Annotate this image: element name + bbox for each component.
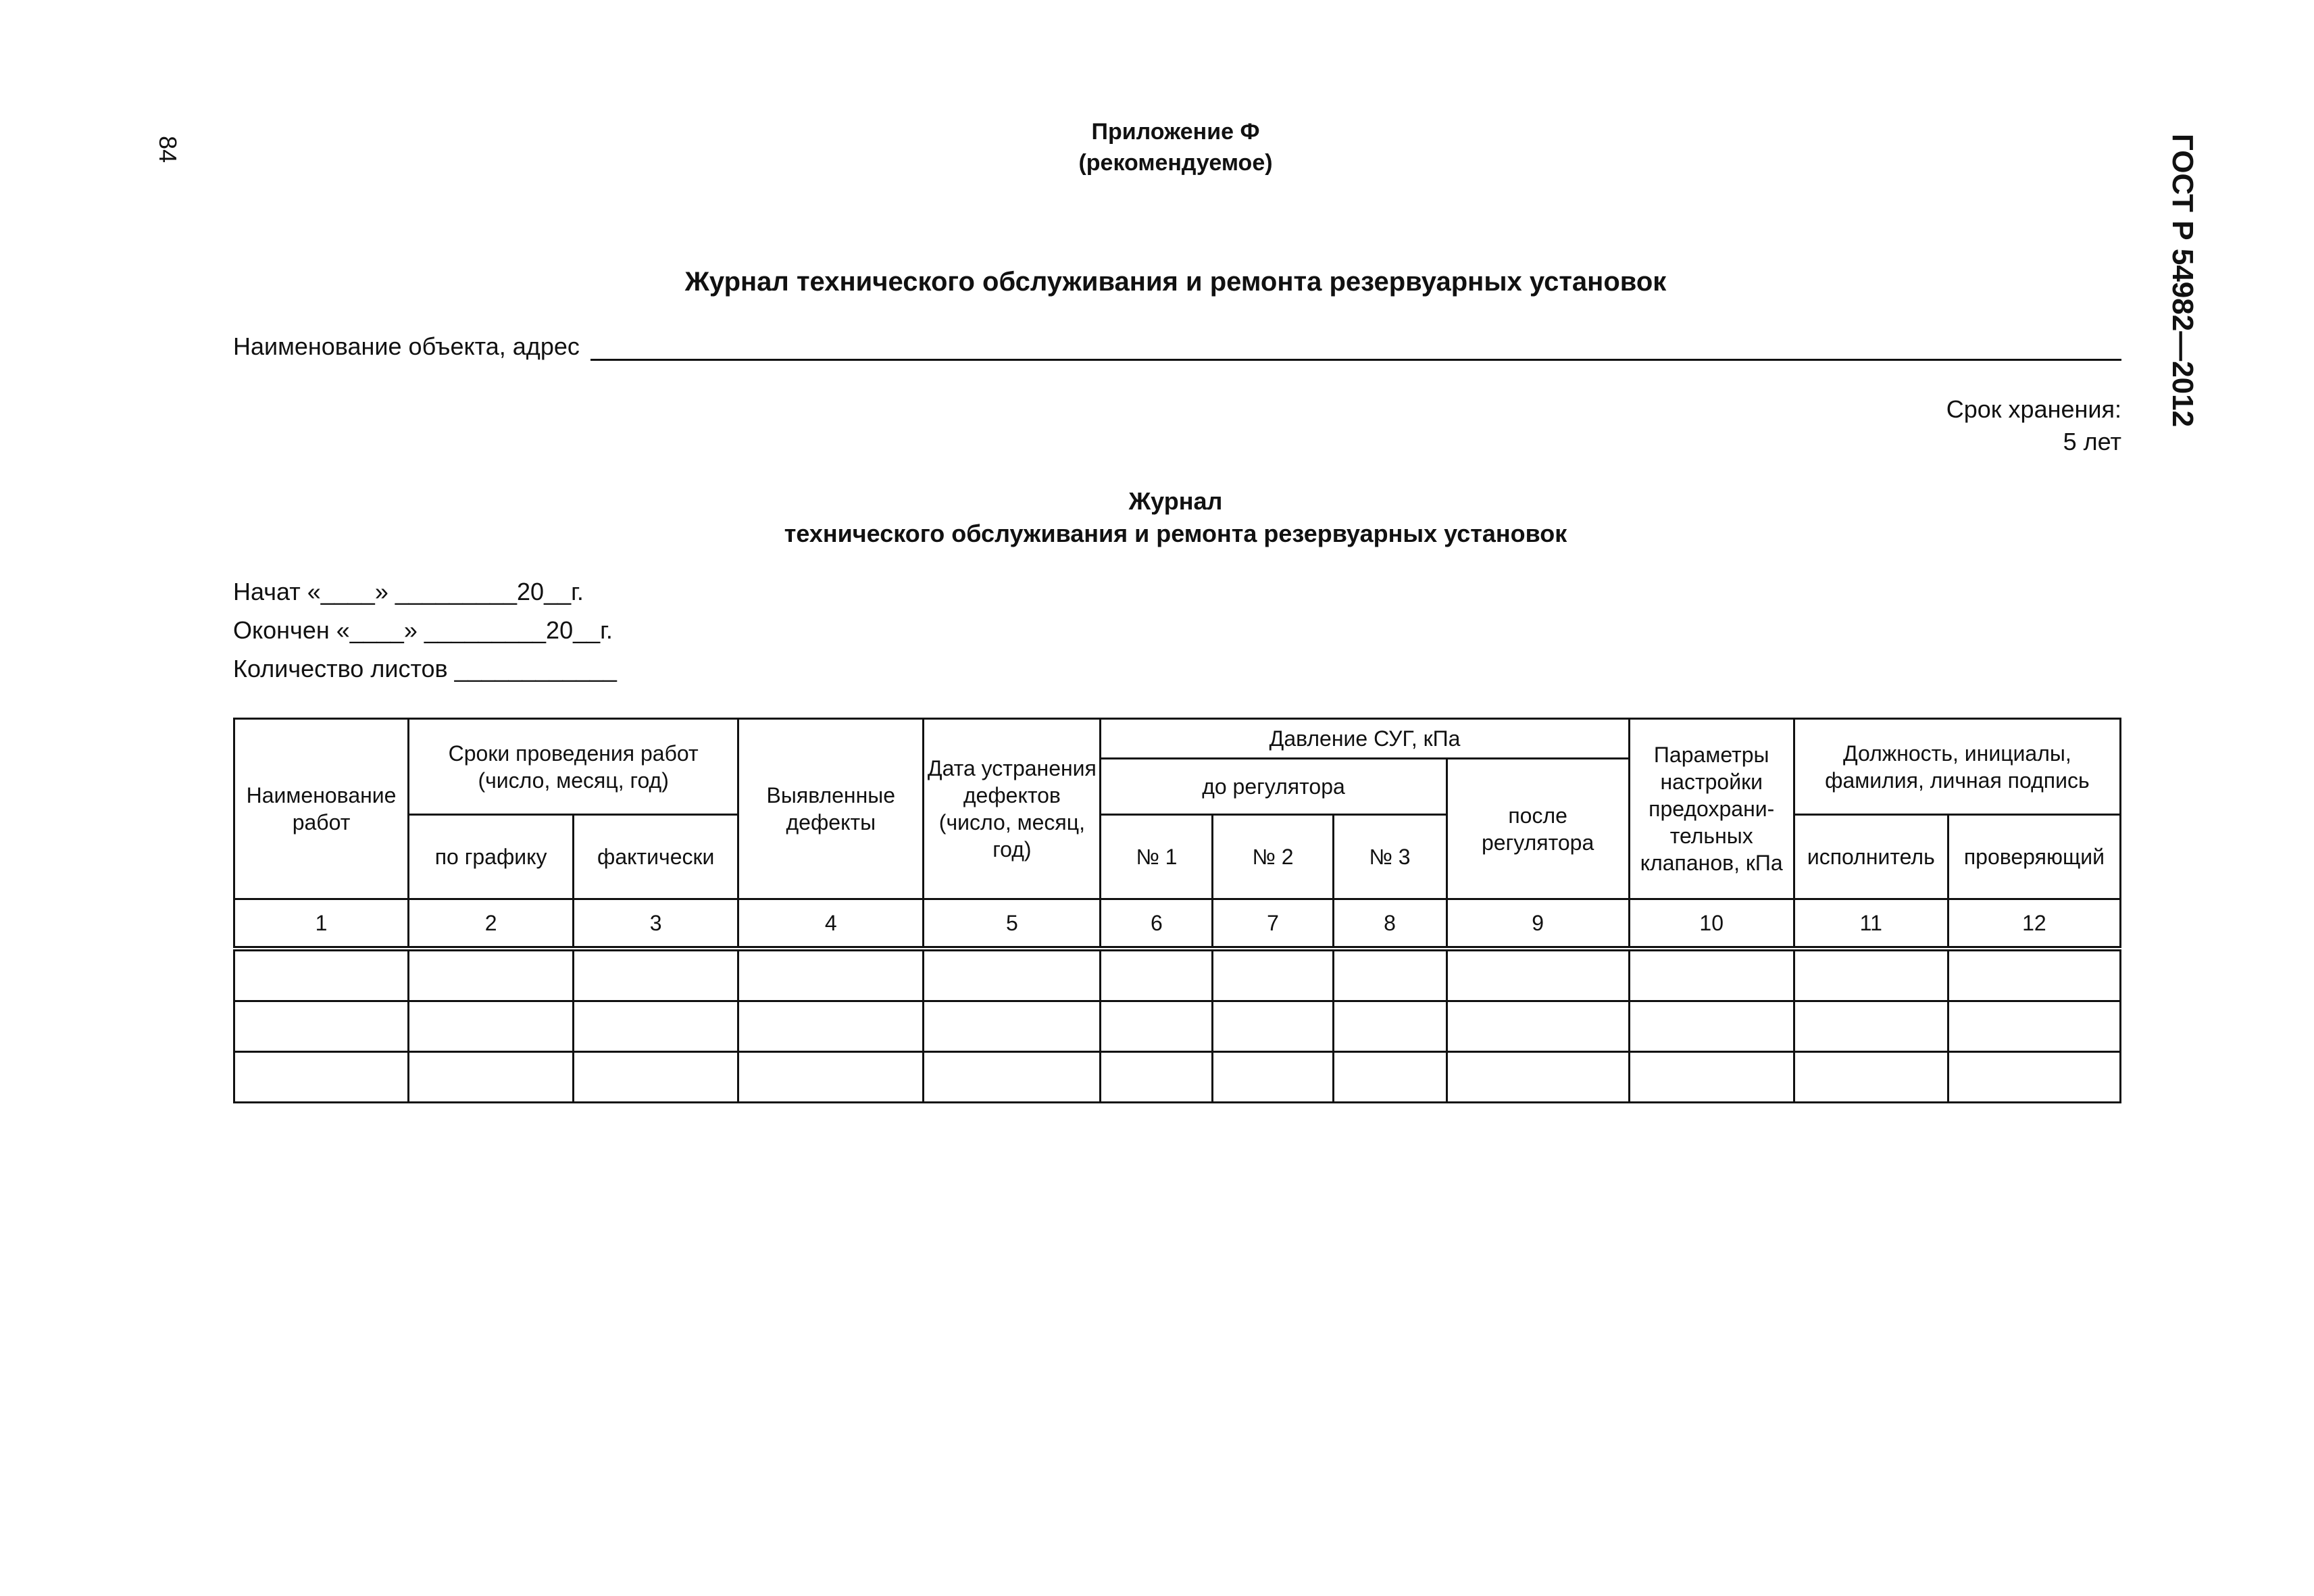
table-cell[interactable] [234, 949, 409, 1001]
table-cell[interactable] [1447, 949, 1629, 1001]
table-cell[interactable] [1101, 949, 1213, 1001]
journal-title-line2: технического обслуживания и ремонта резервуарных установок [784, 520, 1567, 547]
table-cell[interactable] [409, 1052, 574, 1103]
header-terms-planned: по графику [409, 815, 574, 899]
table-cell[interactable] [574, 949, 738, 1001]
object-fill-line[interactable] [590, 336, 2121, 361]
standard-code: ГОСТ Р 54982—2012 [2166, 133, 2199, 428]
table-cell[interactable] [1948, 949, 2120, 1001]
table-cell[interactable] [1794, 1052, 1948, 1103]
table-cell[interactable] [1101, 1052, 1213, 1103]
header-before-regulator: до регулятора [1101, 759, 1447, 815]
table-cell[interactable] [1101, 1001, 1213, 1052]
header-valve-params: Параметры настройки предохрани-тельных клапанов, кПа [1629, 719, 1794, 899]
table-cell[interactable] [1794, 1001, 1948, 1052]
header-terms: Сроки проведения работ (число, месяц, год) [409, 719, 738, 815]
table-cell[interactable] [1948, 1052, 2120, 1103]
column-number: 5 [924, 899, 1101, 949]
annex-title: Приложение Ф [1091, 119, 1260, 145]
table-cell[interactable] [738, 1001, 924, 1052]
storage-period [1946, 393, 2121, 458]
table-cell[interactable] [1948, 1001, 2120, 1052]
column-number: 1 [234, 899, 409, 949]
table-cell[interactable] [1629, 1001, 1794, 1052]
journal-title [0, 485, 2314, 550]
table-cell[interactable] [1213, 949, 1333, 1001]
table-cell[interactable] [1447, 1052, 1629, 1103]
table-cell[interactable] [1447, 1001, 1629, 1052]
column-number: 8 [1333, 899, 1447, 949]
table-cell[interactable] [738, 1052, 924, 1103]
annex-subtitle: (рекомендуемое) [1078, 150, 1273, 176]
table-cell[interactable] [1213, 1052, 1333, 1103]
table-cell[interactable] [574, 1052, 738, 1103]
header-inspector: проверяющий [1948, 815, 2120, 899]
header-executor: исполнитель [1794, 815, 1948, 899]
table-cell[interactable] [924, 949, 1101, 1001]
column-number-row [234, 899, 2121, 949]
table-cell[interactable] [409, 949, 574, 1001]
column-number: 7 [1213, 899, 1333, 949]
table-cell[interactable] [924, 1001, 1101, 1052]
table-row [234, 949, 2121, 1001]
column-number: 6 [1101, 899, 1213, 949]
object-label: Наименование объекта, адрес [233, 332, 580, 360]
table-cell[interactable] [1333, 1001, 1447, 1052]
finished-line: Окончен «____» _________20__г. [233, 616, 613, 644]
started-line: Начат «____» _________20__г. [233, 578, 584, 605]
storage-label: Срок хранения: [1946, 395, 2121, 423]
object-name-line [233, 332, 2121, 361]
header-reg3: № 3 [1333, 815, 1447, 899]
table-cell[interactable] [1794, 949, 1948, 1001]
column-number: 3 [574, 899, 738, 949]
table-cell[interactable] [1333, 949, 1447, 1001]
table-cell[interactable] [234, 1052, 409, 1103]
column-number: 10 [1629, 899, 1794, 949]
table-cell[interactable] [1213, 1001, 1333, 1052]
column-number: 9 [1447, 899, 1629, 949]
header-after-regulator: после регулятора [1447, 759, 1629, 899]
header-reg1: № 1 [1101, 815, 1213, 899]
maintenance-log-table [233, 718, 2121, 1103]
table-row [234, 1052, 2121, 1103]
header-pressure: Давление СУГ, кПа [1101, 719, 1629, 759]
header-work-name: Наименование работ [234, 719, 409, 899]
header-terms-actual: фактически [574, 815, 738, 899]
header-defects: Выявленные дефекты [738, 719, 924, 899]
column-number: 4 [738, 899, 924, 949]
table-row [234, 1001, 2121, 1052]
table-cell[interactable] [924, 1052, 1101, 1103]
page-number: 84 [154, 135, 182, 164]
column-number: 12 [1948, 899, 2120, 949]
table-cell[interactable] [409, 1001, 574, 1052]
column-number: 2 [409, 899, 574, 949]
table-cell[interactable] [1629, 1052, 1794, 1103]
table-cell[interactable] [1333, 1052, 1447, 1103]
sheets-line: Количество листов ____________ [233, 655, 617, 682]
table-cell[interactable] [1629, 949, 1794, 1001]
storage-value: 5 лет [2063, 428, 2121, 455]
table-cell[interactable] [574, 1001, 738, 1052]
table-cell[interactable] [234, 1001, 409, 1052]
table-cell[interactable] [738, 949, 924, 1001]
header-signature: Должность, инициалы, фамилия, личная подпись [1794, 719, 2120, 815]
header-fix-date: Дата устранения дефектов (число, месяц, год) [924, 719, 1101, 899]
column-number: 11 [1794, 899, 1948, 949]
header-reg2: № 2 [1213, 815, 1333, 899]
main-title: Журнал технического обслуживания и ремонта резервуарных установок [684, 267, 1667, 297]
journal-title-line1: Журнал [1128, 487, 1223, 515]
